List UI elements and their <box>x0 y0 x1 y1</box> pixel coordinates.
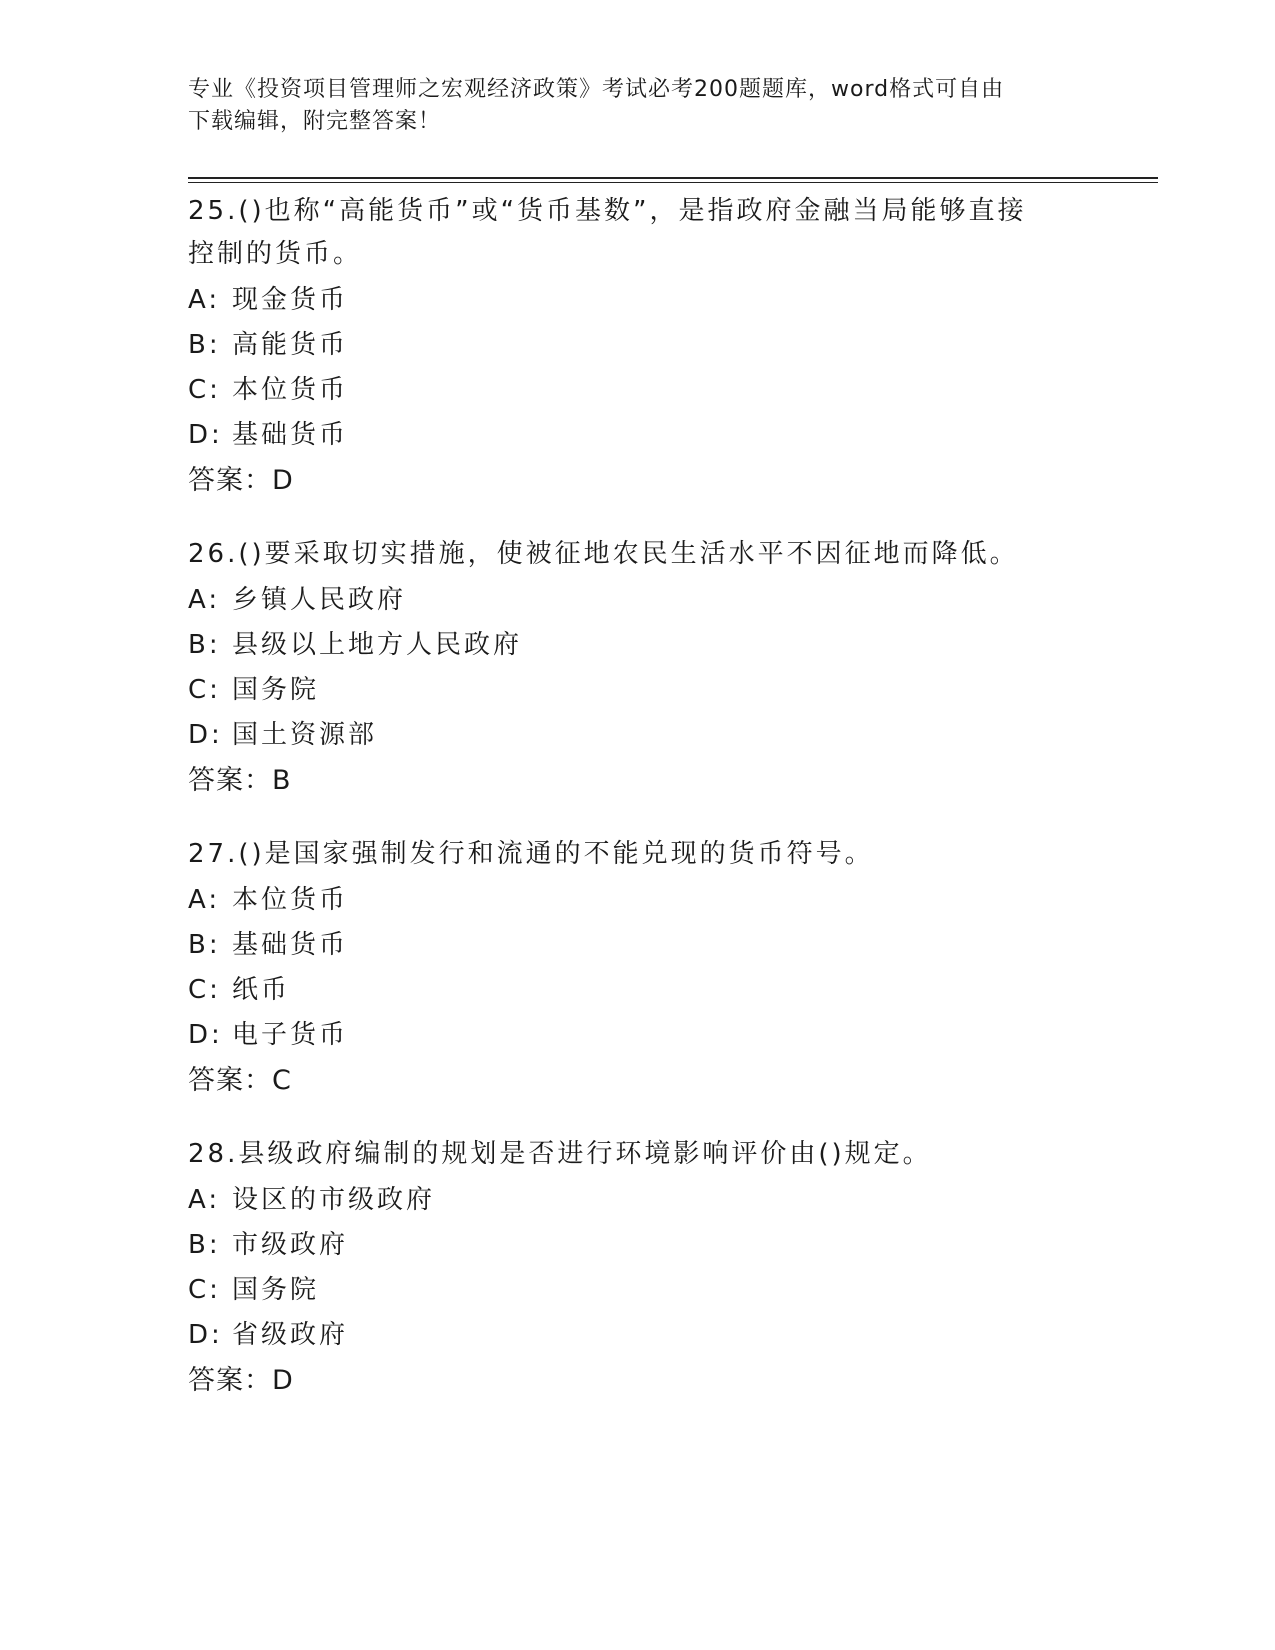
option-d <box>188 713 1088 758</box>
question-text <box>188 533 1088 576</box>
answer-line <box>188 758 1088 803</box>
option-c <box>188 1268 1088 1313</box>
option-a <box>188 578 1088 623</box>
option-key: B: <box>188 630 221 660</box>
question-list <box>188 190 1088 1433</box>
option-text: 县级以上地方人民政府 <box>232 630 523 660</box>
option-a <box>188 1178 1088 1223</box>
double-rule-divider <box>188 177 1158 183</box>
question-text <box>188 190 1088 276</box>
answer-label: 答案： <box>188 765 272 796</box>
option-text: 基础货币 <box>232 930 349 960</box>
option-key: D: <box>188 420 223 450</box>
option-key: C: <box>188 375 221 405</box>
question-text-line-1: 28.县级政府编制的规划是否进行环境影响评价由()规定。 <box>188 1139 932 1169</box>
option-key: A: <box>188 1185 221 1215</box>
question-25 <box>188 190 1088 503</box>
answer-line <box>188 458 1088 503</box>
question-text-line-2: 控制的货币。 <box>188 239 363 269</box>
option-text: 国土资源部 <box>232 720 378 750</box>
answer-value: C <box>272 1065 292 1096</box>
option-text: 纸币 <box>232 975 291 1005</box>
question-text <box>188 1133 1088 1176</box>
option-c <box>188 668 1088 713</box>
option-key: D: <box>188 720 223 750</box>
header-line-1: 专业《投资项目管理师之宏观经济政策》考试必考200题题库，word格式可自由 <box>188 77 1005 102</box>
option-text: 本位货币 <box>232 885 349 915</box>
answer-label: 答案： <box>188 1365 272 1396</box>
option-a <box>188 878 1088 923</box>
option-key: B: <box>188 330 221 360</box>
option-key: D: <box>188 1020 223 1050</box>
option-text: 现金货币 <box>232 285 349 315</box>
question-text-line-1: 25.()也称“高能货币”或“货币基数”，是指政府金融当局能够直接 <box>188 196 1027 226</box>
document-header <box>188 74 1088 138</box>
option-b <box>188 1223 1088 1268</box>
answer-label: 答案： <box>188 1065 272 1096</box>
option-key: D: <box>188 1320 223 1350</box>
option-b <box>188 323 1088 368</box>
answer-value: D <box>272 1365 294 1396</box>
option-a <box>188 278 1088 323</box>
question-text <box>188 833 1088 876</box>
option-text: 国务院 <box>232 675 320 705</box>
option-key: C: <box>188 1275 221 1305</box>
option-key: C: <box>188 675 221 705</box>
option-text: 高能货币 <box>232 330 349 360</box>
question-26 <box>188 533 1088 803</box>
question-text-line-1: 26.()要采取切实措施，使被征地农民生活水平不因征地而降低。 <box>188 539 1019 569</box>
option-c <box>188 968 1088 1013</box>
header-line-2: 下载编辑，附完整答案！ <box>188 109 442 134</box>
option-key: B: <box>188 930 221 960</box>
question-28 <box>188 1133 1088 1403</box>
option-text: 市级政府 <box>232 1230 349 1260</box>
option-text: 乡镇人民政府 <box>232 585 407 615</box>
question-text-line-1: 27.()是国家强制发行和流通的不能兑现的货币符号。 <box>188 839 874 869</box>
option-text: 设区的市级政府 <box>232 1185 436 1215</box>
option-text: 国务院 <box>232 1275 320 1305</box>
option-key: C: <box>188 975 221 1005</box>
option-key: A: <box>188 885 221 915</box>
question-27 <box>188 833 1088 1103</box>
answer-label: 答案： <box>188 465 272 496</box>
answer-value: D <box>272 465 294 496</box>
option-d <box>188 413 1088 458</box>
answer-line <box>188 1358 1088 1403</box>
option-text: 本位货币 <box>232 375 349 405</box>
option-b <box>188 623 1088 668</box>
option-key: A: <box>188 585 221 615</box>
option-text: 电子货币 <box>232 1020 349 1050</box>
answer-line <box>188 1058 1088 1103</box>
option-d <box>188 1013 1088 1058</box>
option-b <box>188 923 1088 968</box>
option-d <box>188 1313 1088 1358</box>
option-key: A: <box>188 285 221 315</box>
answer-value: B <box>272 765 292 796</box>
option-key: B: <box>188 1230 221 1260</box>
option-text: 省级政府 <box>232 1320 349 1350</box>
option-text: 基础货币 <box>232 420 349 450</box>
option-c <box>188 368 1088 413</box>
